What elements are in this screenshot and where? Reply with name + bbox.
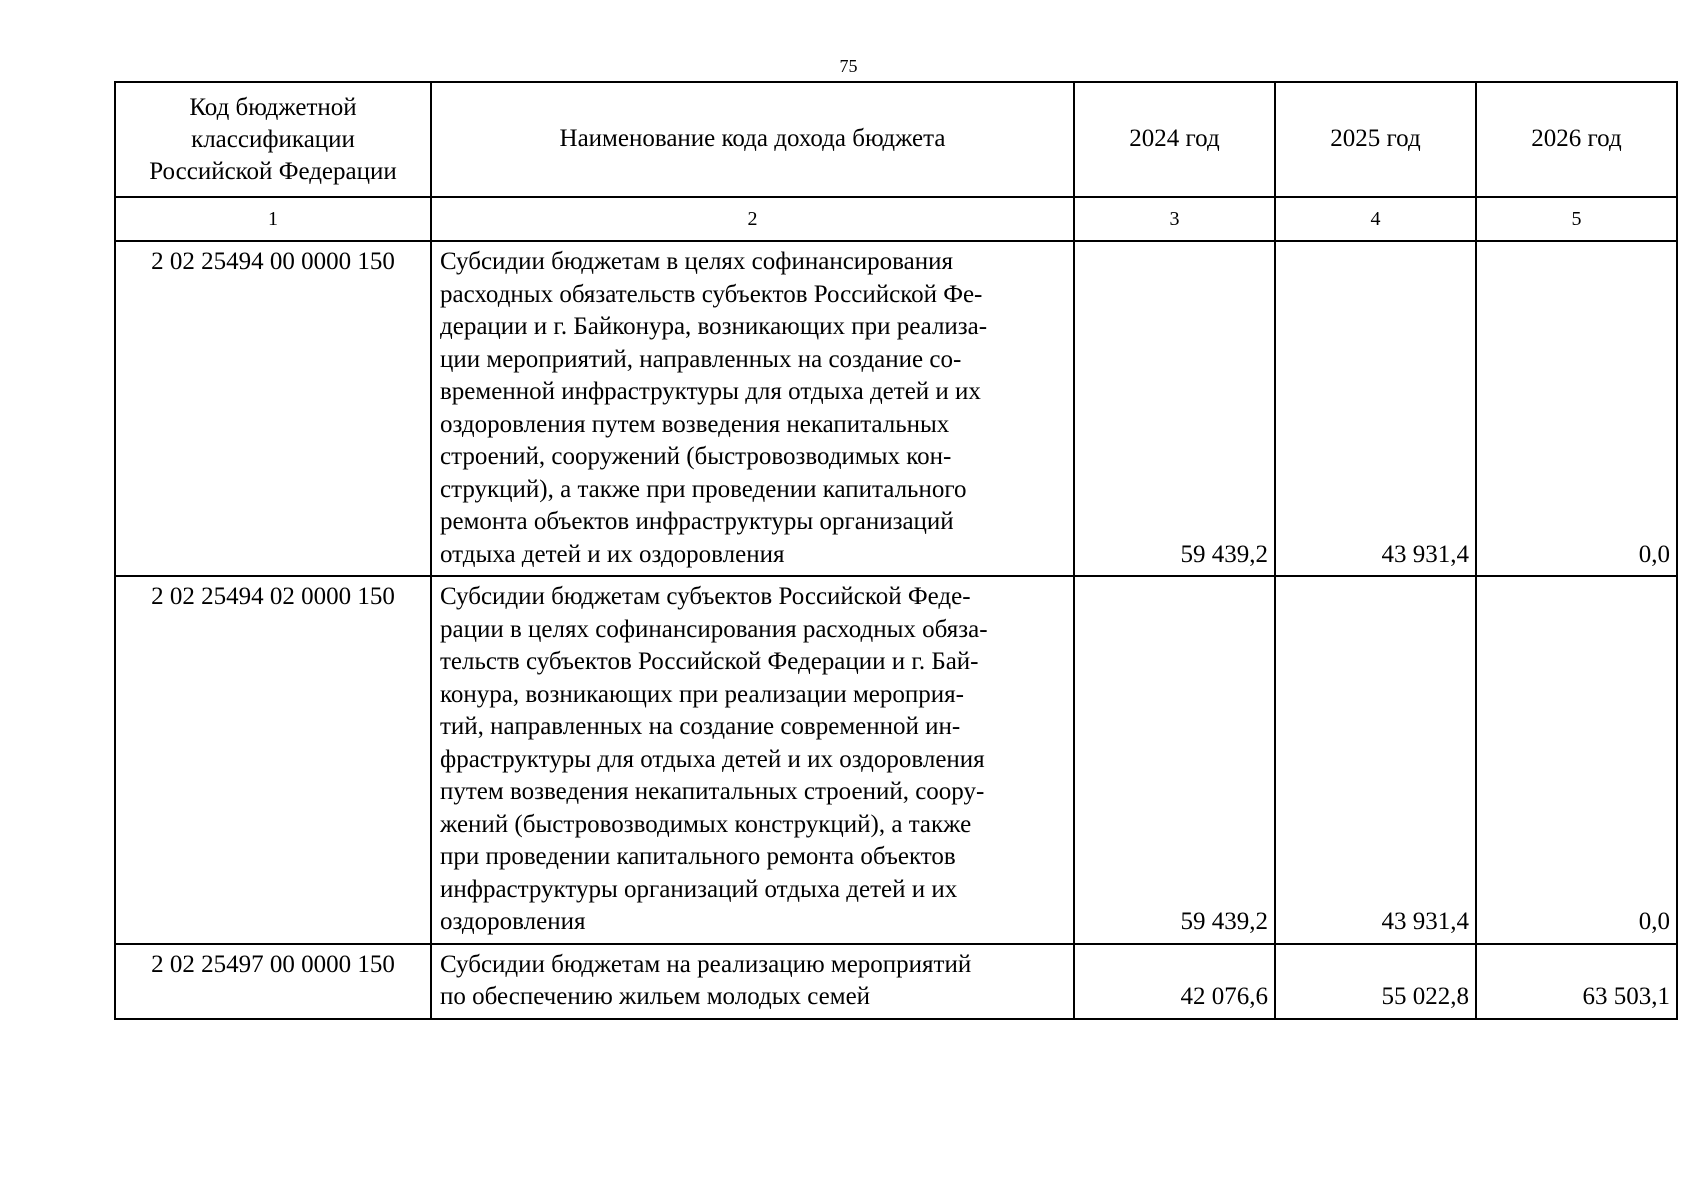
header-2026: 2026 год <box>1476 82 1677 197</box>
revenue-name-line: расходных обязательств субъектов Российской Фе- <box>440 280 983 308</box>
amount-2026: 63 503,1 <box>1476 944 1677 1019</box>
amount-2026: 0,0 <box>1476 576 1677 944</box>
budget-revenue-table <box>114 81 1678 1020</box>
revenue-name-line: Субсидии бюджетам на реализацию мероприятий <box>440 950 972 978</box>
budget-code: 2 02 25494 02 0000 150 <box>115 576 431 944</box>
table-row <box>115 241 1677 576</box>
amount-2025: 43 931,4 <box>1275 241 1476 576</box>
revenue-name-line: оздоровления путем возведения некапитальных <box>440 410 950 438</box>
budget-code: 2 02 25494 00 0000 150 <box>115 241 431 576</box>
header-code-line: классификации <box>191 125 355 153</box>
page-number: 75 <box>839 56 858 76</box>
revenue-name-line: дерации и г. Байконура, возникающих при реализа- <box>440 313 988 340</box>
revenue-name-line: тельств субъектов Российской Федерации и г. Бай- <box>440 648 979 675</box>
revenue-name-line: конура, возникающих при реализации мероприя- <box>440 680 964 708</box>
amount-2025: 55 022,8 <box>1275 944 1476 1019</box>
revenue-name-line: Субсидии бюджетам в целях софинансирования <box>440 248 954 275</box>
revenue-name-line: отдыха детей и их оздоровления <box>440 540 785 568</box>
column-number: 2 <box>431 197 1074 241</box>
revenue-name-line: строений, сооружений (быстровозводимых кон- <box>440 443 952 470</box>
amount-2025: 43 931,4 <box>1275 576 1476 944</box>
amount-2024: 59 439,2 <box>1074 241 1275 576</box>
header-code-line: Российской Федерации <box>149 157 397 185</box>
revenue-name-line: рации в целях софинансирования расходных обяза- <box>440 615 988 643</box>
header-code <box>115 82 431 197</box>
header-name: Наименование кода дохода бюджета <box>431 82 1074 197</box>
revenue-name-line: жений (быстровозводимых конструкций), а также <box>440 810 972 838</box>
column-number: 1 <box>115 197 431 241</box>
revenue-name-line: ремонта объектов инфраструктуры организаций <box>440 508 954 535</box>
revenue-name-line: Субсидии бюджетам субъектов Российской Феде- <box>440 583 971 610</box>
table-row <box>115 576 1677 944</box>
revenue-name-line: временной инфраструктуры для отдыха детей и их <box>440 378 981 405</box>
revenue-name-line: струкций), а также при проведении капитального <box>440 475 967 503</box>
revenue-name <box>431 241 1074 576</box>
amount-2026: 0,0 <box>1476 241 1677 576</box>
column-number: 4 <box>1275 197 1476 241</box>
revenue-name-line: оздоровления <box>440 908 586 935</box>
header-2025: 2025 год <box>1275 82 1476 197</box>
column-number: 5 <box>1476 197 1677 241</box>
revenue-name-line: путем возведения некапитальных строений, соору- <box>440 778 985 805</box>
table-row <box>115 944 1677 1019</box>
header-code-line: Код бюджетной <box>189 93 357 121</box>
revenue-name <box>431 944 1074 1019</box>
revenue-name-line: тий, направленных на создание современной ин- <box>440 713 961 740</box>
amount-2024: 42 076,6 <box>1074 944 1275 1019</box>
revenue-name-line: ции мероприятий, направленных на создание со- <box>440 345 962 373</box>
revenue-name <box>431 576 1074 944</box>
column-number-row <box>115 197 1677 241</box>
revenue-name-line: по обеспечению жильем молодых семей <box>440 983 871 1010</box>
budget-code: 2 02 25497 00 0000 150 <box>115 944 431 1019</box>
revenue-name-line: фраструктуры для отдыха детей и их оздоровления <box>440 745 985 773</box>
revenue-name-line: инфраструктуры организаций отдыха детей и их <box>440 875 958 903</box>
header-row <box>115 82 1677 197</box>
header-2024: 2024 год <box>1074 82 1275 197</box>
revenue-name-line: при проведении капитального ремонта объектов <box>440 843 956 870</box>
amount-2024: 59 439,2 <box>1074 576 1275 944</box>
column-number: 3 <box>1074 197 1275 241</box>
